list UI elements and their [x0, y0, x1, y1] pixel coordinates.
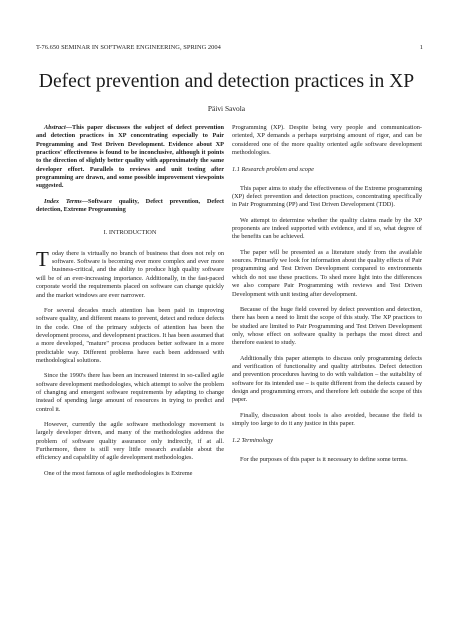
- index-terms-lead: Index Terms: [44, 197, 82, 205]
- page-number: 1: [419, 44, 423, 51]
- right-paragraph-1: Programming (XP). Despite being very people and communication-oriented, XP demands a perhaps surprising amount of rigor, and can be considered one of the more quality oriented agile software development methodologies.: [232, 124, 422, 157]
- intro-paragraph-1: [36, 246, 224, 300]
- paper-title: Defect prevention and detection practices in XP: [38, 71, 415, 92]
- index-terms: [36, 198, 224, 215]
- right-paragraph-3: We attempt to determine whether the quality claims made by the XP proponents are indeed supported with evidence, and if so, what degree of the benefits can be achieved.: [232, 216, 422, 241]
- intro-paragraph-3: Since the 1990's there has been an increased interest in so-called agile software development methodologies, which attempt to solve the problem of changing and emergent software requirements by adapting to change instead of spending large amount of resources in trying to predict and control it.: [36, 372, 224, 413]
- right-column: [232, 124, 422, 471]
- intro-paragraph-5: One of the most famous of agile methodologies is Extreme: [44, 469, 193, 477]
- index-terms-text: —Software quality, Defect prevention, Defect detection, Extreme Programming: [36, 197, 224, 214]
- abstract: [36, 124, 224, 191]
- intro-paragraph-4: However, currently the agile software methodology movement is largely developer driven, and many of the methodologies address the problem of software quality assurance only indirectly, if at all. Furthermore, there is still very little research available about the efficiency and capability of agile development methodologies.: [36, 420, 224, 462]
- intro-paragraph-2: For several decades much attention has been paid in improving software quality, and different means to prevent, detect and reduce defects in the code. One of the primary subjects of attention has been the development process, and development practices. It has been assumed that a more developed, "mature" process produces better software in a more predictable way. Different problems have each been addressed with methodological solutions.: [36, 306, 224, 364]
- subsection-research-problem: 1.1 Research problem and scope: [232, 166, 314, 174]
- running-header: [36, 44, 423, 51]
- right-paragraph-5: Because of the huge field covered by defect prevention and detection, there has been a need to limit the scope of this study. The XP practices to be studied are limited to Pair Programming and Test Driven Development only, whose effect on software quality is perhaps the most direct and therefore easiest to study.: [232, 305, 422, 347]
- abstract-text: —This paper discusses the subject of defect prevention and detection practices in XP concentrating especially to Pair Programming and Test Driven Development. Evidence about XP practices' effectiveness is found to be inconclusive, although it points to the direction of slightly better quality with approximately the same developer effort. Parallels to reviews and unit testing after programming are drawn, and some possible improvement viewpoints suggested.: [36, 124, 224, 190]
- right-paragraph-7: Finally, discussion about tools is also avoided, because the field is simply too large to do it any justice in this paper.: [232, 411, 422, 427]
- abstract-lead: Abstract: [44, 124, 66, 131]
- paper-author: Päivi Savola: [207, 104, 246, 113]
- right-paragraph-4: The paper will be presented as a literature study from the available sources. Primarily we look for information about the quality effects of Pair programming and Test Driven Development compared to environments which do not use these practices. To shed more light into the differences we also compare Pair Programming with reviews and Test Driven Development with unit testing after development.: [232, 248, 422, 298]
- drop-cap: T: [36, 246, 49, 271]
- intro-paragraph-1-text: oday there is virtually no branch of business that does not rely on software. Software is becoming ever more complex and ever more business-critical, and the ability to produce high quality software will be of an ever-increasing importance. Additionally, in the fast-paced corporate world the requirements placed on software can change quickly and the market windows are ever narrower.: [36, 249, 224, 299]
- right-paragraph-2: This paper aims to study the effectiveness of the Extreme programming (XP) defect prevention and detection practices, concentrating specifically in Pair Programming (PP) and Test Driven Development (TDD).: [232, 184, 422, 209]
- left-column: [36, 124, 224, 485]
- subsection-terminology: 1.2 Terminology: [232, 437, 274, 445]
- right-paragraph-6: Additionally this paper attempts to discuss only programming defects and verification of functionality and quality attributes. Defect detection and prevention procedures having to do with validation – the suitability of software for its intended use – is quite different from the defects caused by design and programming errors, and therefore left outside the scope of this paper.: [232, 354, 422, 404]
- running-title: T-76.650 SEMINAR IN SOFTWARE ENGINEERING, SPRING 2004: [36, 44, 221, 51]
- right-paragraph-8: For the purposes of this paper is it necessary to define some terms.: [240, 455, 408, 463]
- introduction-heading: I. INTRODUCTION: [103, 229, 157, 237]
